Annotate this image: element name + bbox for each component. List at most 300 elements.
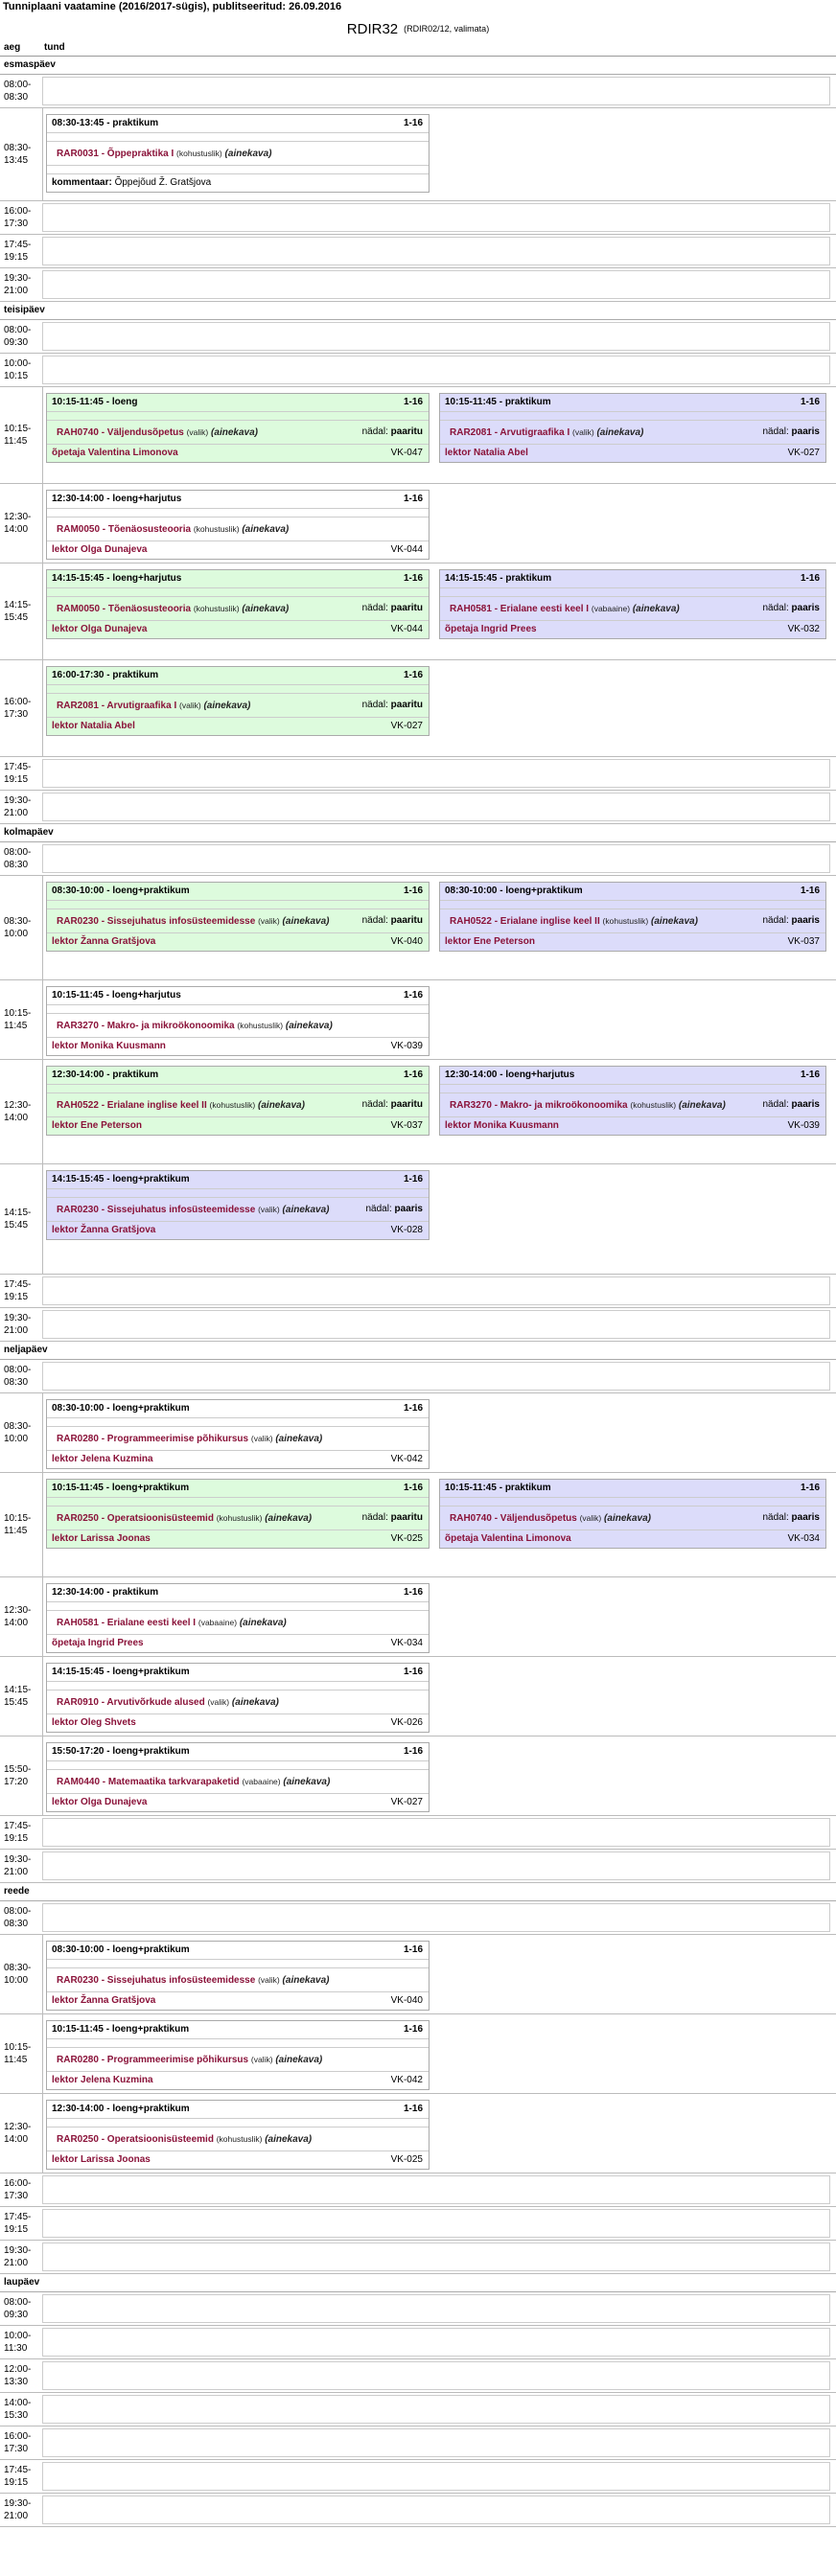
- lecturer-name: lektor Larissa Joonas: [52, 1533, 151, 1544]
- time-row: [0, 354, 836, 387]
- lesson-comment: [47, 174, 429, 192]
- lesson-course: [47, 1198, 429, 1222]
- elective-tag: (ainekava): [275, 1433, 323, 1444]
- elective-tag: (ainekava): [282, 915, 330, 927]
- lesson-course: [47, 518, 429, 541]
- empty-slot: [42, 203, 830, 232]
- lesson-time-type: 12:30-14:00 - praktikum: [52, 1587, 159, 1598]
- empty-slot: [42, 844, 830, 873]
- elective-tag: (ainekava): [282, 1204, 330, 1215]
- course-text: [57, 1512, 388, 1525]
- course-text: [450, 426, 720, 439]
- lesson-header: [47, 1067, 429, 1085]
- time-row: [0, 1164, 836, 1275]
- day-heading: reede: [0, 1883, 836, 1901]
- lecturer-name: lektor Jelena Kuzmina: [52, 1454, 153, 1464]
- course-type: (kohustuslik): [237, 1020, 284, 1030]
- week-parity: nädal: paaritu: [361, 1099, 423, 1110]
- lecturer-name: õpetaja Ingrid Prees: [445, 624, 537, 634]
- empty-slot: [42, 2361, 830, 2390]
- time-slot-label: 16:00- 17:30: [4, 2178, 32, 2201]
- lesson-header: [440, 883, 825, 901]
- lesson-card[interactable]: [46, 1583, 430, 1653]
- course-type: (valik): [250, 1433, 273, 1443]
- week-parity-value: paaritu: [390, 700, 423, 710]
- lesson-footer: [47, 933, 429, 951]
- lesson-weeks: 1-16: [403, 1483, 423, 1493]
- time-row: [0, 1308, 836, 1342]
- lecturer-name: lektor Natalia Abel: [445, 448, 528, 458]
- course-name: RAR0250 - Operatsioonisüsteemid: [57, 1512, 214, 1524]
- elective-tag: (ainekava): [285, 1020, 333, 1031]
- lesson-card[interactable]: [46, 2100, 430, 2170]
- room-code: VK-037: [390, 1120, 423, 1131]
- room-code: VK-034: [390, 1638, 423, 1648]
- time-slot-label: 12:30- 14:00: [4, 512, 32, 535]
- lesson-header: [47, 1743, 429, 1761]
- lesson-header: [47, 987, 429, 1005]
- lesson-footer: [47, 445, 429, 462]
- time-slot-label: 17:45- 19:15: [4, 1279, 32, 1302]
- time-slot-label: 10:15- 11:45: [4, 2042, 32, 2065]
- room-code: VK-044: [390, 544, 423, 555]
- time-row: [0, 2207, 836, 2241]
- room-code: VK-034: [787, 1533, 820, 1544]
- lesson-course: [47, 1506, 429, 1530]
- time-slot-label: 08:00- 09:30: [4, 325, 32, 348]
- course-text: [57, 1099, 382, 1112]
- time-slot-label: 14:15- 15:45: [4, 1685, 32, 1708]
- course-name: RAR0280 - Programmeerimise põhikursus: [57, 1433, 249, 1444]
- time-slot-label: 19:30- 21:00: [4, 273, 32, 296]
- time-slot-label: 19:30- 21:00: [4, 2245, 32, 2268]
- lesson-time-type: 14:15-15:45 - praktikum: [445, 573, 552, 584]
- lesson-card[interactable]: [46, 1663, 430, 1733]
- lecturer-name: lektor Larissa Joonas: [52, 2154, 151, 2165]
- course-name: RAR0230 - Sissejuhatus infosüsteemidesse: [57, 1204, 256, 1215]
- time-divider: [42, 2094, 43, 2173]
- lesson-time-type: 08:30-10:00 - loeng+praktikum: [52, 886, 190, 896]
- time-slot-label: 14:15- 15:45: [4, 1208, 32, 1230]
- lesson-weeks: 1-16: [800, 573, 820, 584]
- time-row: [0, 268, 836, 302]
- course-name: RAR0031 - Õppepraktika I: [57, 148, 174, 159]
- lesson-weeks: 1-16: [403, 1944, 423, 1955]
- lesson-time-type: 14:15-15:45 - loeng+harjutus: [52, 573, 182, 584]
- time-row: [0, 2359, 836, 2393]
- lesson-course: [47, 1968, 429, 1992]
- lesson-card[interactable]: [439, 569, 826, 639]
- lesson-header: [47, 115, 429, 133]
- time-row: [0, 1736, 836, 1816]
- empty-slot: [42, 2294, 830, 2323]
- time-row: [0, 2460, 836, 2494]
- course-type: (valik): [572, 426, 594, 437]
- day-heading: esmaspäev: [0, 57, 836, 75]
- lesson-card[interactable]: [46, 1066, 430, 1136]
- lesson-time-type: 12:30-14:00 - loeng+harjutus: [52, 494, 182, 504]
- course-type: (vabaaine): [591, 603, 631, 613]
- course-text: [57, 1204, 406, 1216]
- room-code: VK-039: [390, 1041, 423, 1051]
- course-text: [450, 603, 756, 615]
- time-row: [0, 2094, 836, 2174]
- lesson-course: [47, 694, 429, 718]
- group-name: RDIR32: [346, 21, 399, 37]
- time-divider: [42, 387, 43, 483]
- lesson-time-type: 10:15-11:45 - loeng+harjutus: [52, 990, 181, 1000]
- week-parity-value: paaris: [791, 1512, 820, 1523]
- lesson-time-type: 10:15-11:45 - loeng+praktikum: [52, 2024, 190, 2035]
- course-text: [450, 1512, 728, 1525]
- lesson-course: [440, 1093, 825, 1117]
- time-slot-label: 17:45- 19:15: [4, 762, 32, 785]
- lesson-footer: [440, 933, 825, 951]
- lesson-weeks: 1-16: [403, 1403, 423, 1414]
- elective-tag: (ainekava): [678, 1099, 726, 1111]
- course-type: (kohustuslik): [630, 1099, 677, 1110]
- time-slot-label: 17:45- 19:15: [4, 2212, 32, 2235]
- lesson-course: [47, 909, 429, 933]
- time-slot-label: 10:15- 11:45: [4, 424, 32, 447]
- week-parity-value: paaris: [791, 603, 820, 613]
- lesson-card[interactable]: [46, 1399, 430, 1469]
- lesson-card[interactable]: [46, 490, 430, 560]
- lesson-spacer: [47, 685, 429, 694]
- time-divider: [42, 660, 43, 756]
- time-row: [0, 484, 836, 564]
- time-slot-label: 08:00- 09:30: [4, 2297, 32, 2320]
- lesson-spacer: [47, 588, 429, 597]
- elective-tag: (ainekava): [632, 603, 680, 614]
- lesson-footer: [440, 1530, 825, 1548]
- empty-slot: [42, 1310, 830, 1339]
- room-code: VK-042: [390, 2075, 423, 2085]
- lesson-footer: [440, 621, 825, 638]
- lesson-card[interactable]: [46, 1479, 430, 1549]
- lesson-card[interactable]: [46, 1170, 430, 1240]
- lesson-header: [47, 883, 429, 901]
- week-parity: nädal: paaris: [762, 1512, 820, 1523]
- lesson-spacer: [47, 1682, 429, 1690]
- time-row: [0, 1657, 836, 1736]
- lesson-spacer: [47, 412, 429, 421]
- lesson-card[interactable]: [439, 882, 826, 952]
- course-name: RAH0740 - Väljendusõpetus: [450, 1512, 577, 1524]
- lecturer-name: lektor Ene Peterson: [445, 936, 535, 947]
- lesson-course: [47, 1427, 429, 1451]
- group-caption: [0, 15, 836, 42]
- time-row: [0, 2393, 836, 2426]
- column-header-time: aeg: [4, 42, 21, 53]
- lesson-course: [47, 1611, 429, 1635]
- week-parity-value: paaris: [791, 426, 820, 437]
- lesson-card[interactable]: [439, 393, 826, 463]
- lesson-card[interactable]: [46, 114, 430, 193]
- time-divider: [42, 2014, 43, 2093]
- lesson-spacer: [47, 133, 429, 142]
- time-row: [0, 1577, 836, 1657]
- room-code: VK-027: [390, 721, 423, 731]
- lesson-footer: [47, 541, 429, 559]
- column-header: [0, 42, 836, 57]
- day-heading: neljapäev: [0, 1342, 836, 1360]
- column-header-lessons: tund: [44, 42, 65, 53]
- time-divider: [42, 484, 43, 563]
- lesson-card[interactable]: [46, 1742, 430, 1812]
- lesson-spacer: [47, 1418, 429, 1427]
- lesson-time-type: 12:30-14:00 - praktikum: [52, 1070, 159, 1080]
- lesson-weeks: 1-16: [403, 573, 423, 584]
- time-divider: [42, 1473, 43, 1576]
- lecturer-name: lektor Olga Dunajeva: [52, 1797, 148, 1807]
- time-row: [0, 876, 836, 980]
- lesson-footer: [47, 1451, 429, 1468]
- course-type: (kohustuslik): [216, 2133, 263, 2144]
- lesson-footer: [440, 1117, 825, 1135]
- room-code: VK-040: [390, 1995, 423, 2006]
- empty-slot: [42, 2209, 830, 2238]
- lesson-course: [47, 1690, 429, 1714]
- lesson-spacer: [440, 588, 825, 597]
- lesson-course: [440, 421, 825, 445]
- time-row: [0, 1060, 836, 1164]
- course-name: RAR0250 - Operatsioonisüsteemid: [57, 2133, 214, 2145]
- time-slot-label: 14:00- 15:30: [4, 2398, 32, 2421]
- empty-slot: [42, 759, 830, 788]
- lesson-footer: [47, 2072, 429, 2089]
- lesson-time-type: 08:30-10:00 - loeng+praktikum: [52, 1944, 190, 1955]
- course-name: RAM0440 - Matemaatika tarkvarapaketid: [57, 1776, 240, 1787]
- lesson-spacer: [47, 509, 429, 518]
- lesson-card[interactable]: [46, 2020, 430, 2090]
- elective-tag: (ainekava): [604, 1512, 651, 1524]
- schedule: [0, 57, 836, 2527]
- time-row: [0, 564, 836, 660]
- comment-text: Õppejõud Ž. Gratšjova: [114, 177, 212, 188]
- course-name: RAR0910 - Arvutivõrkude alused: [57, 1696, 205, 1708]
- lesson-card[interactable]: [46, 393, 430, 463]
- lesson-weeks: 1-16: [403, 1587, 423, 1598]
- time-row: [0, 1393, 836, 1473]
- lesson-spacer: [47, 1189, 429, 1198]
- time-slot-label: 17:45- 19:15: [4, 1821, 32, 1844]
- course-text: [450, 915, 775, 928]
- lesson-spacer: [47, 901, 429, 909]
- time-row: [0, 1360, 836, 1393]
- time-divider: [42, 1657, 43, 1736]
- time-row: [0, 2292, 836, 2326]
- group-subtitle: (RDIR02/12, valimata): [404, 24, 490, 34]
- empty-slot: [42, 2462, 830, 2491]
- lesson-header: [440, 394, 825, 412]
- time-slot-label: 12:00- 13:30: [4, 2364, 32, 2387]
- elective-tag: (ainekava): [282, 1974, 330, 1986]
- time-slot-label: 08:00- 08:30: [4, 80, 32, 103]
- lesson-weeks: 1-16: [403, 1667, 423, 1677]
- time-row: [0, 1816, 836, 1850]
- time-divider: [42, 108, 43, 200]
- time-row: [0, 757, 836, 791]
- time-slot-label: 12:30- 14:00: [4, 2122, 32, 2145]
- room-code: VK-037: [787, 936, 820, 947]
- lesson-weeks: 1-16: [800, 886, 820, 896]
- lesson-header: [47, 570, 429, 588]
- course-type: (valik): [258, 1974, 280, 1985]
- course-name: RAM0050 - Tõenäosusteooria: [57, 523, 192, 535]
- time-slot-label: 15:50- 17:20: [4, 1764, 32, 1787]
- week-parity-value: paaritu: [390, 1512, 423, 1523]
- time-slot-label: 19:30- 21:00: [4, 1854, 32, 1877]
- course-name: RAH0740 - Väljendusõpetus: [57, 426, 184, 438]
- time-row: [0, 320, 836, 354]
- empty-slot: [42, 237, 830, 265]
- time-row: [0, 791, 836, 824]
- lesson-footer: [47, 1038, 429, 1055]
- lesson-weeks: 1-16: [403, 118, 423, 128]
- lesson-footer: [440, 445, 825, 462]
- time-slot-label: 08:00- 08:30: [4, 1365, 32, 1388]
- course-text: [57, 523, 289, 536]
- lesson-spacer: [47, 1960, 429, 1968]
- lesson-weeks: 1-16: [403, 1174, 423, 1184]
- empty-slot: [42, 1276, 830, 1305]
- lesson-footer: [47, 1117, 429, 1135]
- day-heading: laupäev: [0, 2274, 836, 2292]
- elective-tag: (ainekava): [242, 603, 290, 614]
- time-slot-label: 10:00- 11:30: [4, 2331, 32, 2354]
- time-row: [0, 2326, 836, 2359]
- lesson-time-type: 12:30-14:00 - loeng+praktikum: [52, 2104, 190, 2114]
- time-row: [0, 2241, 836, 2274]
- time-slot-label: 16:00- 17:30: [4, 2431, 32, 2454]
- course-name: RAR3270 - Makro- ja mikroökonoomika: [450, 1099, 628, 1111]
- lesson-header: [440, 1067, 825, 1085]
- course-name: RAH0522 - Erialane inglise keel II: [450, 915, 600, 927]
- lesson-card[interactable]: [439, 1066, 826, 1136]
- lesson-time-type: 10:15-11:45 - praktikum: [445, 397, 551, 407]
- lesson-spacer: [47, 1005, 429, 1014]
- time-divider: [42, 1577, 43, 1656]
- lesson-spacer: [440, 901, 825, 909]
- lecturer-name: lektor Olga Dunajeva: [52, 544, 148, 555]
- course-type: (valik): [186, 426, 209, 437]
- lesson-course: [47, 142, 429, 166]
- time-row: [0, 1850, 836, 1883]
- lesson-weeks: 1-16: [403, 990, 423, 1000]
- week-parity: nädal: paaris: [762, 1099, 820, 1110]
- lesson-weeks: 1-16: [800, 1070, 820, 1080]
- lesson-course: [440, 1506, 825, 1530]
- time-row: [0, 2014, 836, 2094]
- elective-tag: (ainekava): [265, 2133, 313, 2145]
- time-row: [0, 842, 836, 876]
- week-parity: nädal: paaris: [762, 426, 820, 437]
- lesson-header: [440, 570, 825, 588]
- time-divider: [42, 1393, 43, 1472]
- lesson-weeks: 1-16: [403, 2024, 423, 2035]
- lesson-card[interactable]: [46, 569, 430, 639]
- empty-slot: [42, 322, 830, 351]
- empty-slot: [42, 356, 830, 384]
- lesson-card[interactable]: [439, 1479, 826, 1549]
- lecturer-name: lektor Natalia Abel: [52, 721, 135, 731]
- lesson-footer: [47, 1714, 429, 1732]
- course-text: [57, 2133, 312, 2146]
- lesson-time-type: 08:30-13:45 - praktikum: [52, 118, 159, 128]
- time-slot-label: 10:00- 10:15: [4, 358, 32, 381]
- time-slot-label: 08:30- 10:00: [4, 1963, 32, 1986]
- room-code: VK-027: [787, 448, 820, 458]
- course-type: (kohustuslik): [193, 603, 240, 613]
- lesson-spacer: [440, 1498, 825, 1506]
- time-slot-label: 19:30- 21:00: [4, 1313, 32, 1336]
- room-code: VK-025: [390, 2154, 423, 2165]
- lecturer-name: lektor Žanna Gratšjova: [52, 1225, 156, 1235]
- lesson-weeks: 1-16: [403, 886, 423, 896]
- course-name: RAR0230 - Sissejuhatus infosüsteemidesse: [57, 1974, 256, 1986]
- week-parity-value: paaris: [394, 1204, 423, 1214]
- lesson-weeks: 1-16: [403, 2104, 423, 2114]
- time-slot-label: 16:00- 17:30: [4, 206, 32, 229]
- time-row: [0, 1473, 836, 1577]
- time-slot-label: 08:00- 08:30: [4, 847, 32, 870]
- time-row: [0, 75, 836, 108]
- lesson-header: [47, 1480, 429, 1498]
- lesson-time-type: 12:30-14:00 - loeng+harjutus: [445, 1070, 575, 1080]
- elective-tag: (ainekava): [239, 1617, 287, 1628]
- course-type: (valik): [258, 915, 280, 926]
- lesson-time-type: 14:15-15:45 - loeng+praktikum: [52, 1667, 190, 1677]
- course-type: (valik): [179, 700, 201, 710]
- time-row: [0, 660, 836, 757]
- elective-tag: (ainekava): [596, 426, 644, 438]
- course-text: [57, 1020, 333, 1032]
- course-text: [57, 1776, 330, 1788]
- lesson-header: [47, 2101, 429, 2119]
- course-text: [57, 426, 335, 439]
- room-code: VK-047: [390, 448, 423, 458]
- time-row: [0, 980, 836, 1060]
- lesson-spacer: [47, 2119, 429, 2128]
- lesson-card[interactable]: [46, 1941, 430, 2011]
- comment-label: kommentaar:: [52, 177, 112, 188]
- course-text: [57, 2054, 322, 2066]
- lesson-header: [47, 1942, 429, 1960]
- course-name: RAH0581 - Erialane eesti keel I: [450, 603, 590, 614]
- course-text: [57, 603, 365, 615]
- lesson-card[interactable]: [46, 666, 430, 736]
- elective-tag: (ainekava): [283, 1776, 331, 1787]
- time-row: [0, 235, 836, 268]
- lecturer-name: lektor Monika Kuusmann: [445, 1120, 559, 1131]
- week-parity: nädal: paaritu: [361, 1512, 423, 1523]
- elective-tag: (ainekava): [265, 1512, 313, 1524]
- room-code: VK-040: [390, 936, 423, 947]
- lesson-weeks: 1-16: [403, 397, 423, 407]
- lesson-course: [47, 2048, 429, 2072]
- lesson-time-type: 08:30-10:00 - loeng+praktikum: [52, 1403, 190, 1414]
- week-parity-value: paaris: [791, 1099, 820, 1110]
- course-type: (kohustuslik): [193, 523, 240, 534]
- course-text: [57, 1433, 322, 1445]
- week-parity: nädal: paaris: [762, 915, 820, 926]
- room-code: VK-044: [390, 624, 423, 634]
- week-parity-value: paaris: [791, 915, 820, 926]
- lesson-card[interactable]: [46, 882, 430, 952]
- lesson-card[interactable]: [46, 986, 430, 1056]
- lesson-spacer: [440, 412, 825, 421]
